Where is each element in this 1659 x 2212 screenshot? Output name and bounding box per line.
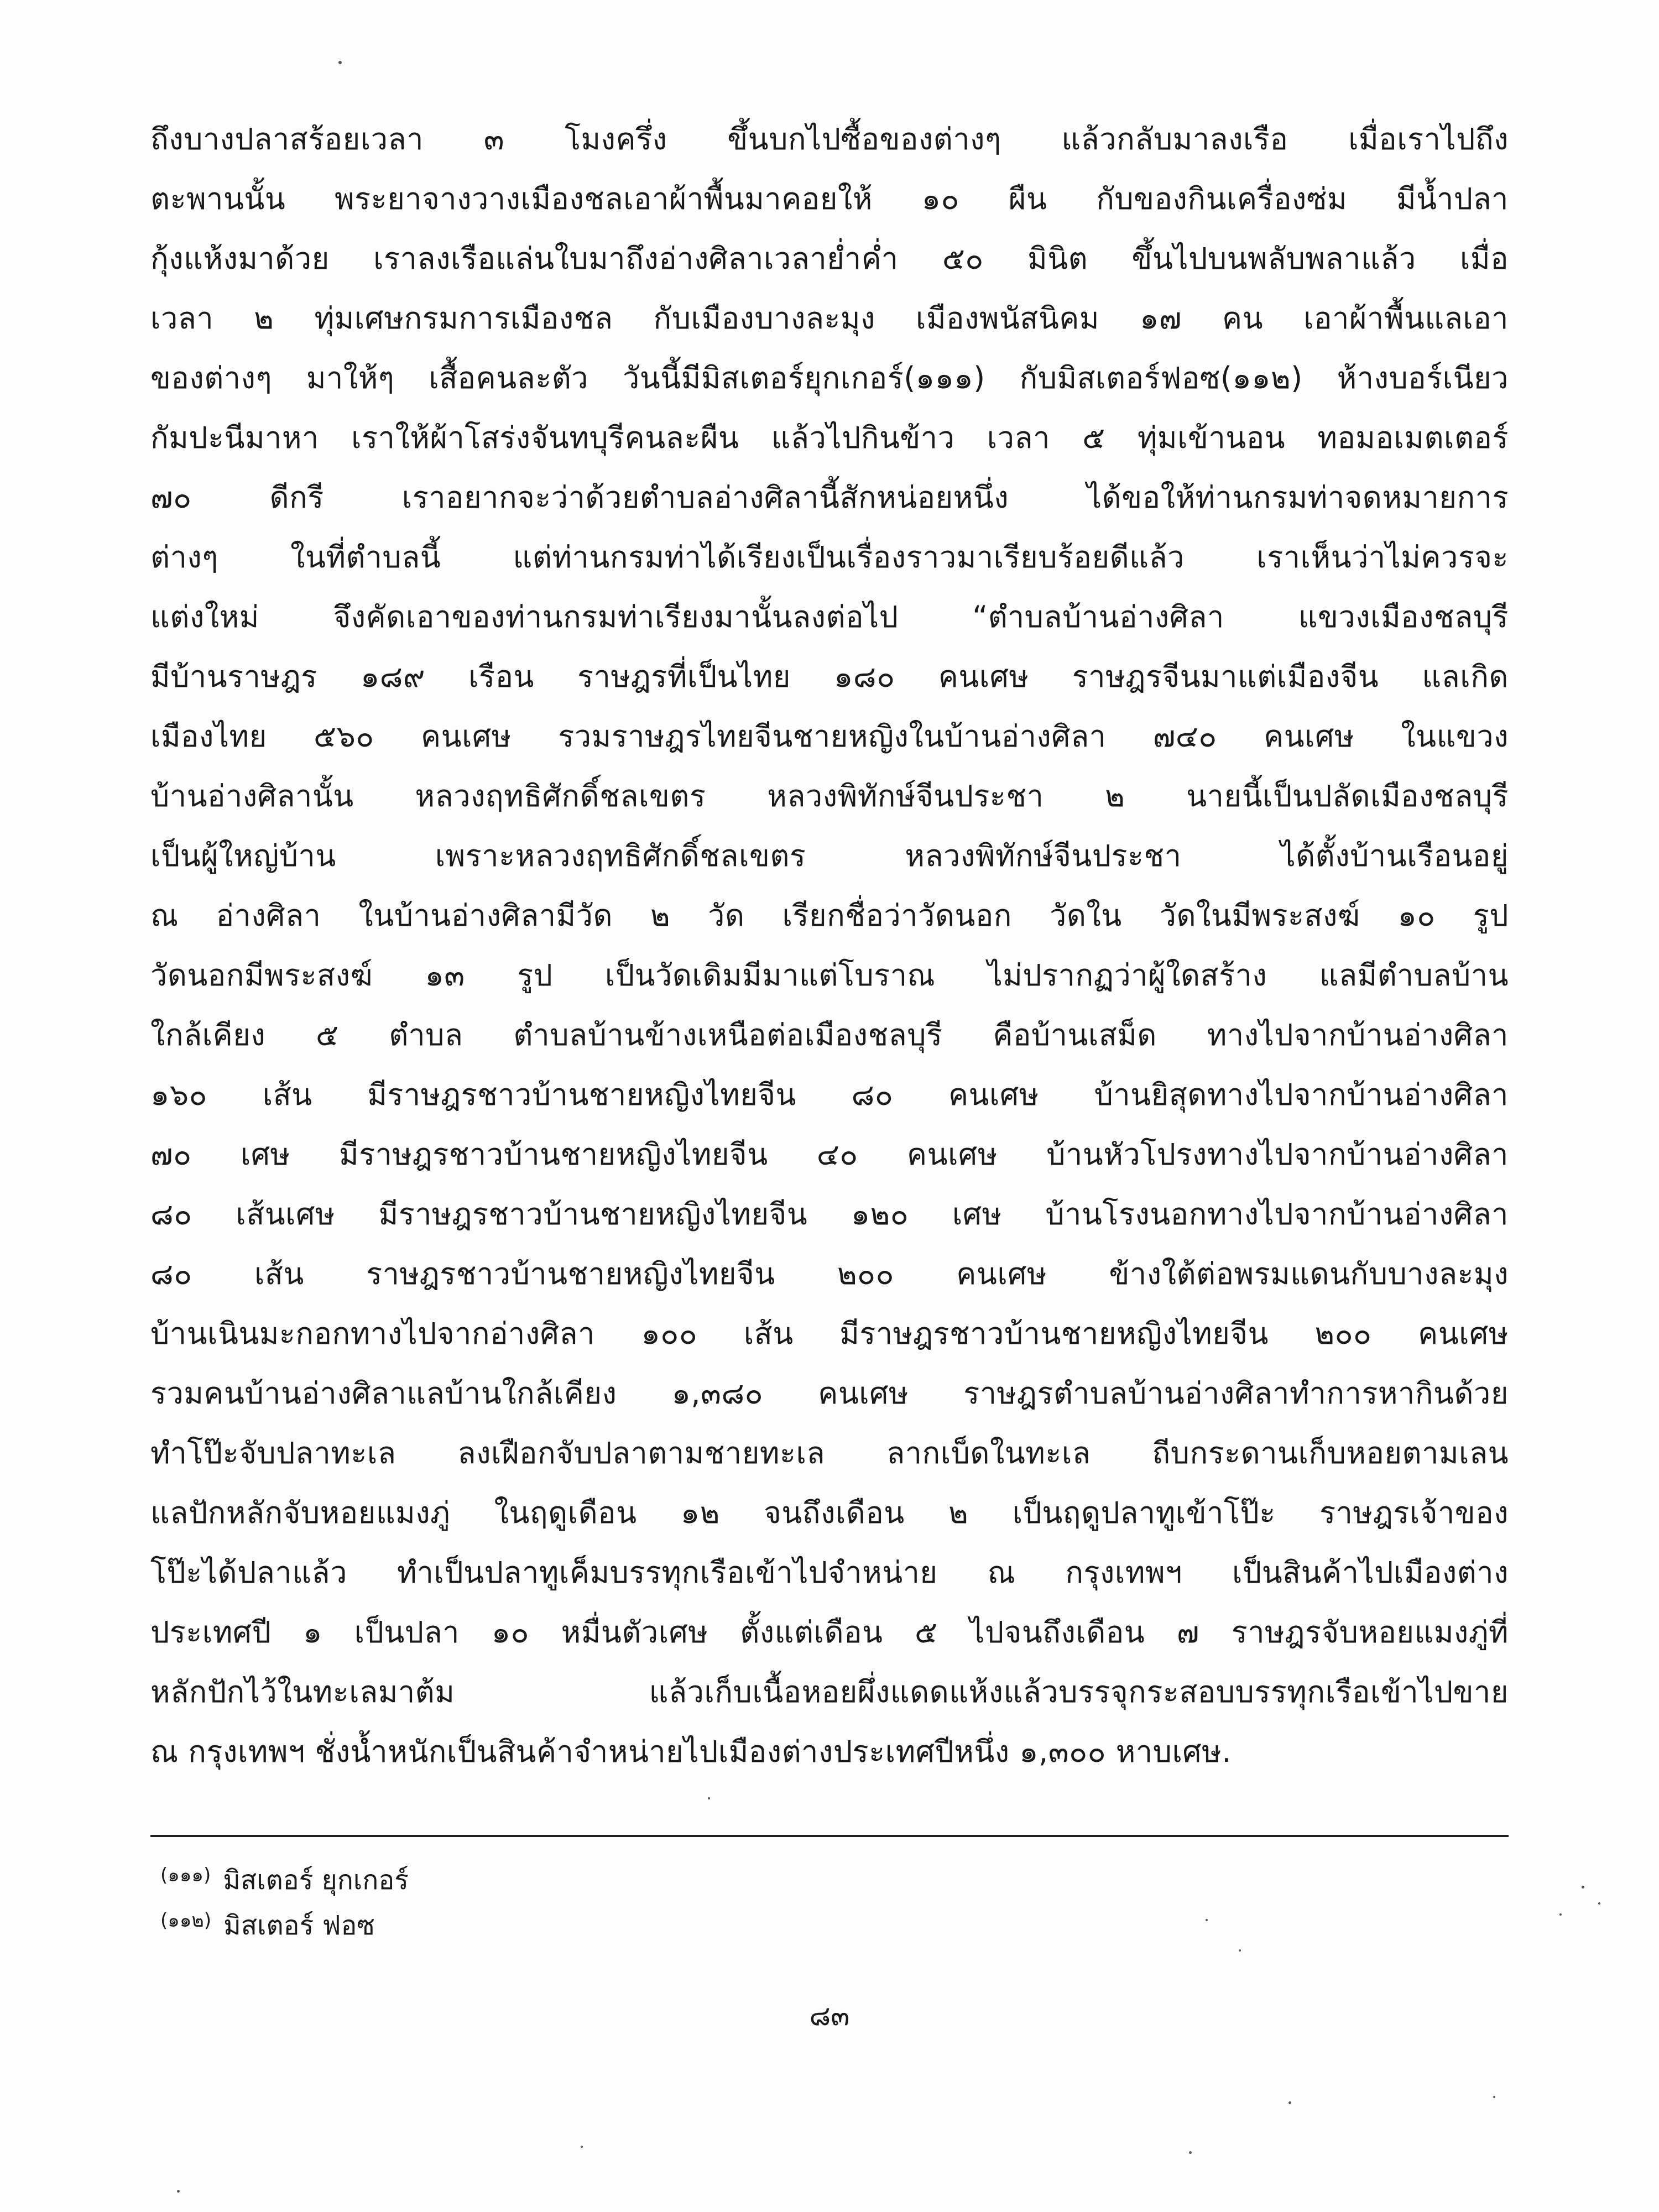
- scan-speck: [1493, 2096, 1495, 2098]
- text-line: บ้านเนินมะกอกทางไปจากอ่างศิลา ๑๐๐ เส้น มีราษฎรชาวบ้านชายหญิงไทยจีน ๒๐๐ คนเศษ: [150, 1316, 1509, 1351]
- text-line: ๘๐ เส้นเศษ มีราษฎรชาวบ้านชายหญิงไทยจีน ๑๒๐ เศษ บ้านโรงนอกทางไปจากบ้านอ่างศิลา: [150, 1197, 1509, 1232]
- text-line: ต่างๆ ในที่ตำบลนี้ แต่ท่านกรมท่าได้เรียงเป็นเรื่องราวมาเรียบร้อยดีแล้ว เราเห็นว่าไม่ควรจะ: [150, 540, 1509, 575]
- scan-speck: [1559, 1913, 1562, 1916]
- scan-speck: [177, 2190, 180, 2193]
- text-line: ๑๖๐ เส้น มีราษฎรชาวบ้านชายหญิงไทยจีน ๘๐ คนเศษ บ้านยิสุดทางไปจากบ้านอ่างศิลา: [150, 1077, 1509, 1112]
- text-line: ถึงบางปลาสร้อยเวลา ๓ โมงครึ่ง ขึ้นบกไปซื้อของต่างๆ แล้วกลับมาลงเรือ เมื่อเราไปถึง: [150, 122, 1509, 156]
- text-line: ประเทศปี ๑ เป็นปลา ๑๐ หมื่นตัวเศษ ตั้งแต่เดือน ๕ ไปจนถึงเดือน ๗ ราษฎรจับหอยแมงภู่ที่: [150, 1615, 1509, 1650]
- text-line: แต่งใหม่ จึงคัดเอาของท่านกรมท่าเรียงมานั้นลงต่อไป “ตำบลบ้านอ่างศิลา แขวงเมืองชลบุรี: [150, 599, 1509, 634]
- text-line: ณ อ่างศิลา ในบ้านอ่างศิลามีวัด ๒ วัด เรียกชื่อว่าวัดนอก วัดใน วัดในมีพระสงฆ์ ๑๐ รูป: [150, 898, 1509, 933]
- text-line: วัดนอกมีพระสงฆ์ ๑๓ รูป เป็นวัดเดิมมีมาแต่โบราณ ไม่ปรากฏว่าผู้ใดสร้าง แลมีตำบลบ้าน: [150, 958, 1509, 993]
- footnote: [160, 1853, 409, 1898]
- footnote-text: มิสเตอร์ ยุกเกอร์: [223, 1865, 409, 1896]
- scan-speck: [708, 1797, 710, 1799]
- text-line: บ้านอ่างศิลานั้น หลวงฤทธิศักดิ์ชลเขตร หลวงพิทักษ์จีนประชา ๒ นายนี้เป็นปลัดเมืองชลบุรี: [150, 779, 1509, 813]
- scan-speck: [338, 61, 342, 64]
- text-line: ๗๐ เศษ มีราษฎรชาวบ้านชายหญิงไทยจีน ๔๐ คนเศษ บ้านหัวโปรงทางไปจากบ้านอ่างศิลา: [150, 1137, 1509, 1172]
- footnote-mark: (๑๑๑): [160, 1864, 211, 1886]
- page-number: ๘๓: [809, 2000, 850, 2032]
- text-line: เมืองไทย ๕๖๐ คนเศษ รวมราษฎรไทยจีนชายหญิงในบ้านอ่างศิลา ๗๔๐ คนเศษ ในแขวง: [150, 719, 1509, 754]
- scan-speck: [1206, 1919, 1208, 1921]
- text-line: ๗๐ ดีกรี เราอยากจะว่าด้วยตำบลอ่างศิลานี้สักหน่อยหนึ่ง ได้ขอให้ท่านกรมท่าจดหมายการ: [150, 480, 1509, 515]
- scan-speck: [1189, 2151, 1192, 2154]
- text-line: เป็นผู้ใหญ่บ้าน เพราะหลวงฤทธิศักดิ์ชลเขตร หลวงพิทักษ์จีนประชา ได้ตั้งบ้านเรือนอยู่: [150, 838, 1509, 873]
- footnote-mark: (๑๑๒): [160, 1910, 212, 1932]
- text-line: กัมปะนีมาหา เราให้ผ้าโสร่งจันทบุรีคนละผืน แล้วไปกินข้าว เวลา ๕ ทุ่มเข้านอน ทอมอเมตเตอร์: [150, 420, 1509, 455]
- text-line: โป๊ะได้ปลาแล้ว ทำเป็นปลาทูเค็มบรรทุกเรือเข้าไปจำหน่าย ณ กรุงเทพฯ เป็นสินค้าไปเมืองต่าง: [150, 1555, 1509, 1590]
- text-line: แลปักหลักจับหอยแมงภู่ ในฤดูเดือน ๑๒ จนถึงเดือน ๒ เป็นฤดูปลาทูเข้าโป๊ะ ราษฎรเจ้าของ: [150, 1495, 1509, 1530]
- text-line: ใกล้เคียง ๕ ตำบล ตำบลบ้านข้างเหนือต่อเมืองชลบุรี คือบ้านเสม็ด ทางไปจากบ้านอ่างศิลา: [150, 1018, 1509, 1052]
- text-line: เวลา ๒ ทุ่มเศษกรมการเมืองชล กับเมืองบางละมุง เมืองพนัสนิคม ๑๗ คน เอาผ้าพื้นแลเอา: [150, 301, 1509, 336]
- text-line: ๘๐ เส้น ราษฎรชาวบ้านชายหญิงไทยจีน ๒๐๐ คนเศษ ข้างใต้ต่อพรมแดนกับบางละมุง: [150, 1256, 1509, 1291]
- footnote-text: มิสเตอร์ ฟอซ: [223, 1910, 375, 1941]
- scan-speck: [581, 2146, 583, 2148]
- text-line: รวมคนบ้านอ่างศิลาแลบ้านใกล้เคียง ๑,๓๘๐ คนเศษ ราษฎรตำบลบ้านอ่างศิลาทำการหากินด้วย: [150, 1376, 1509, 1411]
- scan-speck: [1598, 1902, 1600, 1905]
- footnotes: [160, 1853, 409, 1943]
- scan-speck: [1239, 1949, 1241, 1952]
- text-line: กุ้งแห้งมาด้วย เราลงเรือแล่นใบมาถึงอ่างศิลาเวลาย่ำค่ำ ๕๐ มินิต ขึ้นไปบนพลับพลาแล้ว เมื่อ: [150, 241, 1509, 276]
- scan-speck: [1288, 2101, 1291, 2104]
- text-line: หลักปักไว้ในทะเลมาต้ม แล้วเก็บเนื้อหอยผึ่งแดดแห้งแล้วบรรจุกระสอบบรรทุกเรือเข้าไปขาย: [150, 1674, 1509, 1709]
- text-line: ตะพานนั้น พระยาจางวางเมืองชลเอาผ้าพื้นมาคอยให้ ๑๐ ผืน กับของกินเครื่องซ่ม มีน้ำปลา: [150, 181, 1509, 216]
- text-line: มีบ้านราษฎร ๑๘๙ เรือน ราษฎรที่เป็นไทย ๑๘๐ คนเศษ ราษฎรจีนมาแต่เมืองจีน แลเกิด: [150, 659, 1509, 694]
- footnote: [160, 1898, 409, 1943]
- body-text: [150, 109, 1509, 1782]
- scan-speck: [1582, 1886, 1584, 1888]
- text-line: ทำโป๊ะจับปลาทะเล ลงเฝือกจับปลาตามชายทะเล ลากเบ็ดในทะเล ถีบกระดานเก็บหอยตามเลน: [150, 1436, 1509, 1470]
- text-line: ณ กรุงเทพฯ ชั่งน้ำหนักเป็นสินค้าจำหน่ายไปเมืองต่างประเทศปีหนึ่ง ๑,๓๐๐ หาบเศษ.: [150, 1734, 1232, 1769]
- footnote-divider: [150, 1835, 1509, 1837]
- text-line: ของต่างๆ มาให้ๆ เสื้อคนละตัว วันนี้มีมิสเตอร์ยุกเกอร์(๑๑๑) กับมิสเตอร์ฟอซ(๑๑๒) ห้างบอร์เนียว: [150, 361, 1509, 395]
